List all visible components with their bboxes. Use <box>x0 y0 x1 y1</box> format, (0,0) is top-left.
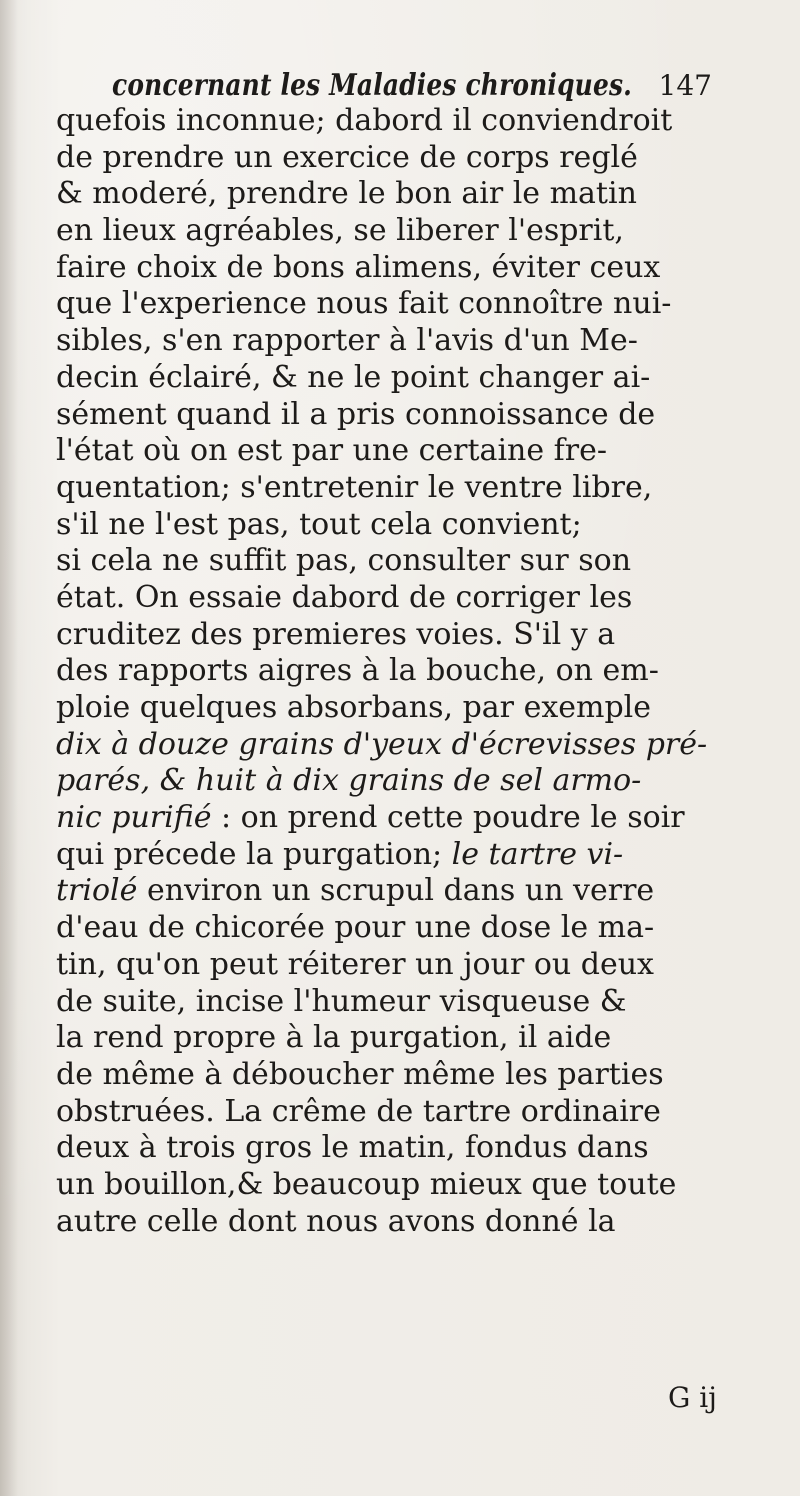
text-segment: un bouillon,& beaucoup mieux que toute <box>56 1166 677 1202</box>
page-header <box>112 66 712 106</box>
italic-text-segment: dix à douze grains d'yeux d'écrevisses pré- <box>56 726 708 762</box>
text-segment: quentation; s'entretenir le ventre libre, <box>56 469 653 505</box>
text-line <box>56 103 768 140</box>
text-segment: : on prend cette poudre le soir <box>211 800 685 836</box>
signature-mark: G ij <box>668 1381 717 1414</box>
text-segment: deux à trois gros le matin, fondus dans <box>56 1130 649 1166</box>
text-segment: tin, qu'on peut réiterer un jour ou deux <box>56 946 654 982</box>
text-segment: faire choix de bons alimens, éviter ceux <box>56 249 661 285</box>
text-line <box>56 360 768 397</box>
text-segment: que l'experience nous fait connoître nui- <box>56 286 672 322</box>
text-line <box>56 176 768 213</box>
text-segment: en lieux agréables, se liberer l'esprit, <box>56 213 624 249</box>
text-line <box>56 507 768 544</box>
text-segment: autre celle dont nous avons donné la <box>56 1203 616 1239</box>
gutter-shadow <box>0 0 18 1496</box>
text-segment: obstruées. La crême de tartre ordinaire <box>56 1093 661 1129</box>
text-line <box>56 690 768 727</box>
text-segment: état. On essaie dabord de corriger les <box>56 579 633 615</box>
text-line <box>56 727 768 764</box>
text-segment: de prendre un exercice de corps reglé <box>56 139 638 175</box>
text-line <box>56 800 768 837</box>
text-line <box>56 617 768 654</box>
text-line <box>56 837 768 874</box>
text-segment: decin éclairé, & ne le point changer ai- <box>56 359 651 395</box>
text-line <box>56 250 768 287</box>
text-segment: l'état où on est par une certaine fre- <box>56 433 607 469</box>
text-line <box>56 323 768 360</box>
text-line <box>56 1094 768 1131</box>
text-segment: des rapports aigres à la bouche, on em- <box>56 653 659 689</box>
text-segment: quefois inconnue; dabord il conviendroit <box>56 103 673 138</box>
text-line <box>56 470 768 507</box>
text-segment: qui précede la purgation; <box>56 836 452 872</box>
text-line <box>56 580 768 617</box>
text-line <box>56 984 768 1021</box>
italic-text-segment: le tartre vi- <box>451 836 624 872</box>
text-line <box>56 910 768 947</box>
text-segment: sément quand il a pris connoissance de <box>56 396 656 432</box>
italic-text-segment: triolé <box>56 873 138 909</box>
italic-text-segment: parés, & huit à dix grains de sel armo- <box>56 763 642 799</box>
text-line <box>56 286 768 323</box>
body-text <box>56 103 768 1240</box>
text-line <box>56 1020 768 1057</box>
italic-text-segment: nic purifié <box>56 800 212 836</box>
text-line <box>56 653 768 690</box>
text-segment: de même à déboucher même les parties <box>56 1056 664 1092</box>
text-line <box>56 213 768 250</box>
text-line <box>56 140 768 177</box>
text-line <box>56 1130 768 1167</box>
text-segment: s'il ne l'est pas, tout cela convient; <box>56 506 582 542</box>
text-segment: cruditez des premieres voies. S'il y a <box>56 616 616 652</box>
text-segment: & moderé, prendre le bon air le matin <box>56 176 637 212</box>
text-line <box>56 1167 768 1204</box>
text-line <box>56 1204 768 1241</box>
text-line <box>56 1057 768 1094</box>
text-segment: environ un scrupul dans un verre <box>137 873 655 909</box>
text-segment: de suite, incise l'humeur visqueuse & <box>56 983 627 1019</box>
text-line <box>56 873 768 910</box>
text-line <box>56 763 768 800</box>
page-number: 147 <box>658 69 712 102</box>
running-head: concernant les Maladies chroniques. <box>112 68 632 103</box>
text-line <box>56 397 768 434</box>
text-line <box>56 433 768 470</box>
text-segment: sibles, s'en rapporter à l'avis d'un Me- <box>56 323 638 359</box>
text-line <box>56 947 768 984</box>
text-line <box>56 543 768 580</box>
text-segment: d'eau de chicorée pour une dose le ma- <box>56 910 655 946</box>
text-segment: si cela ne suffit pas, consulter sur son <box>56 543 632 579</box>
text-segment: ploie quelques absorbans, par exemple <box>56 690 651 725</box>
text-segment: la rend propre à la purgation, il aide <box>56 1020 612 1056</box>
